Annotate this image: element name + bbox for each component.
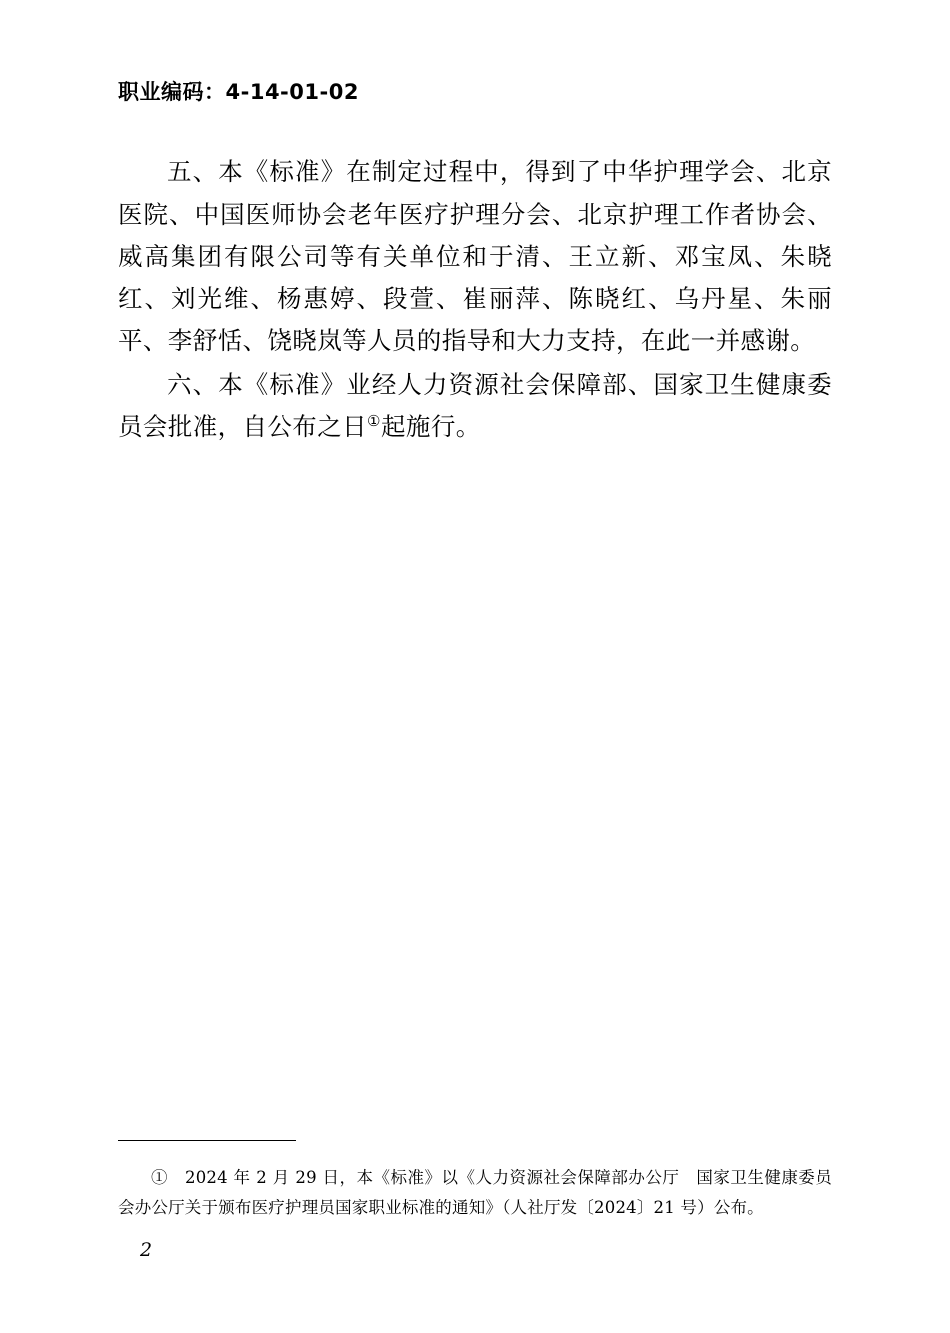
footnote-text: 2024 年 2 月 29 日，本《标准》以《人力资源社会保障部办公厅 国家卫生健康委员会办公厅关于颁布医疗护理员国家职业标准的通知》（人社厅发〔2024〕21 号）公布。 [118, 1168, 833, 1217]
page-number: 2 [140, 1239, 153, 1261]
paragraph-six-text-after-footnote: 起施行。 [381, 412, 481, 442]
footnote-separator-rule [118, 1140, 296, 1141]
paragraph-five: 五、本《标准》在制定过程中，得到了中华护理学会、北京医院、中国医师协会老年医疗护理分会、北京护理工作者协会、威高集团有限公司等有关单位和于清、王立新、邓宝凤、朱晓红、刘光维、杨惠婷、段萱、崔丽萍、陈晓红、乌丹星、朱丽平、李舒恬、饶晓岚等人员的指导和大力支持，在此一并感谢。 [118, 157, 832, 355]
paragraph-six [118, 364, 832, 448]
page-whitespace [118, 450, 832, 1140]
footnote-entry [118, 1163, 832, 1222]
occupation-code-heading: 职业编码：4-14-01-02 [118, 80, 359, 104]
paragraph-six-text-before-footnote: 六、本《标准》业经人力资源社会保障部、国家卫生健康委员会批准，自公布之日 [118, 370, 832, 442]
footnote-reference-marker: ① [367, 411, 382, 430]
footnote-marker: ① [151, 1168, 168, 1188]
